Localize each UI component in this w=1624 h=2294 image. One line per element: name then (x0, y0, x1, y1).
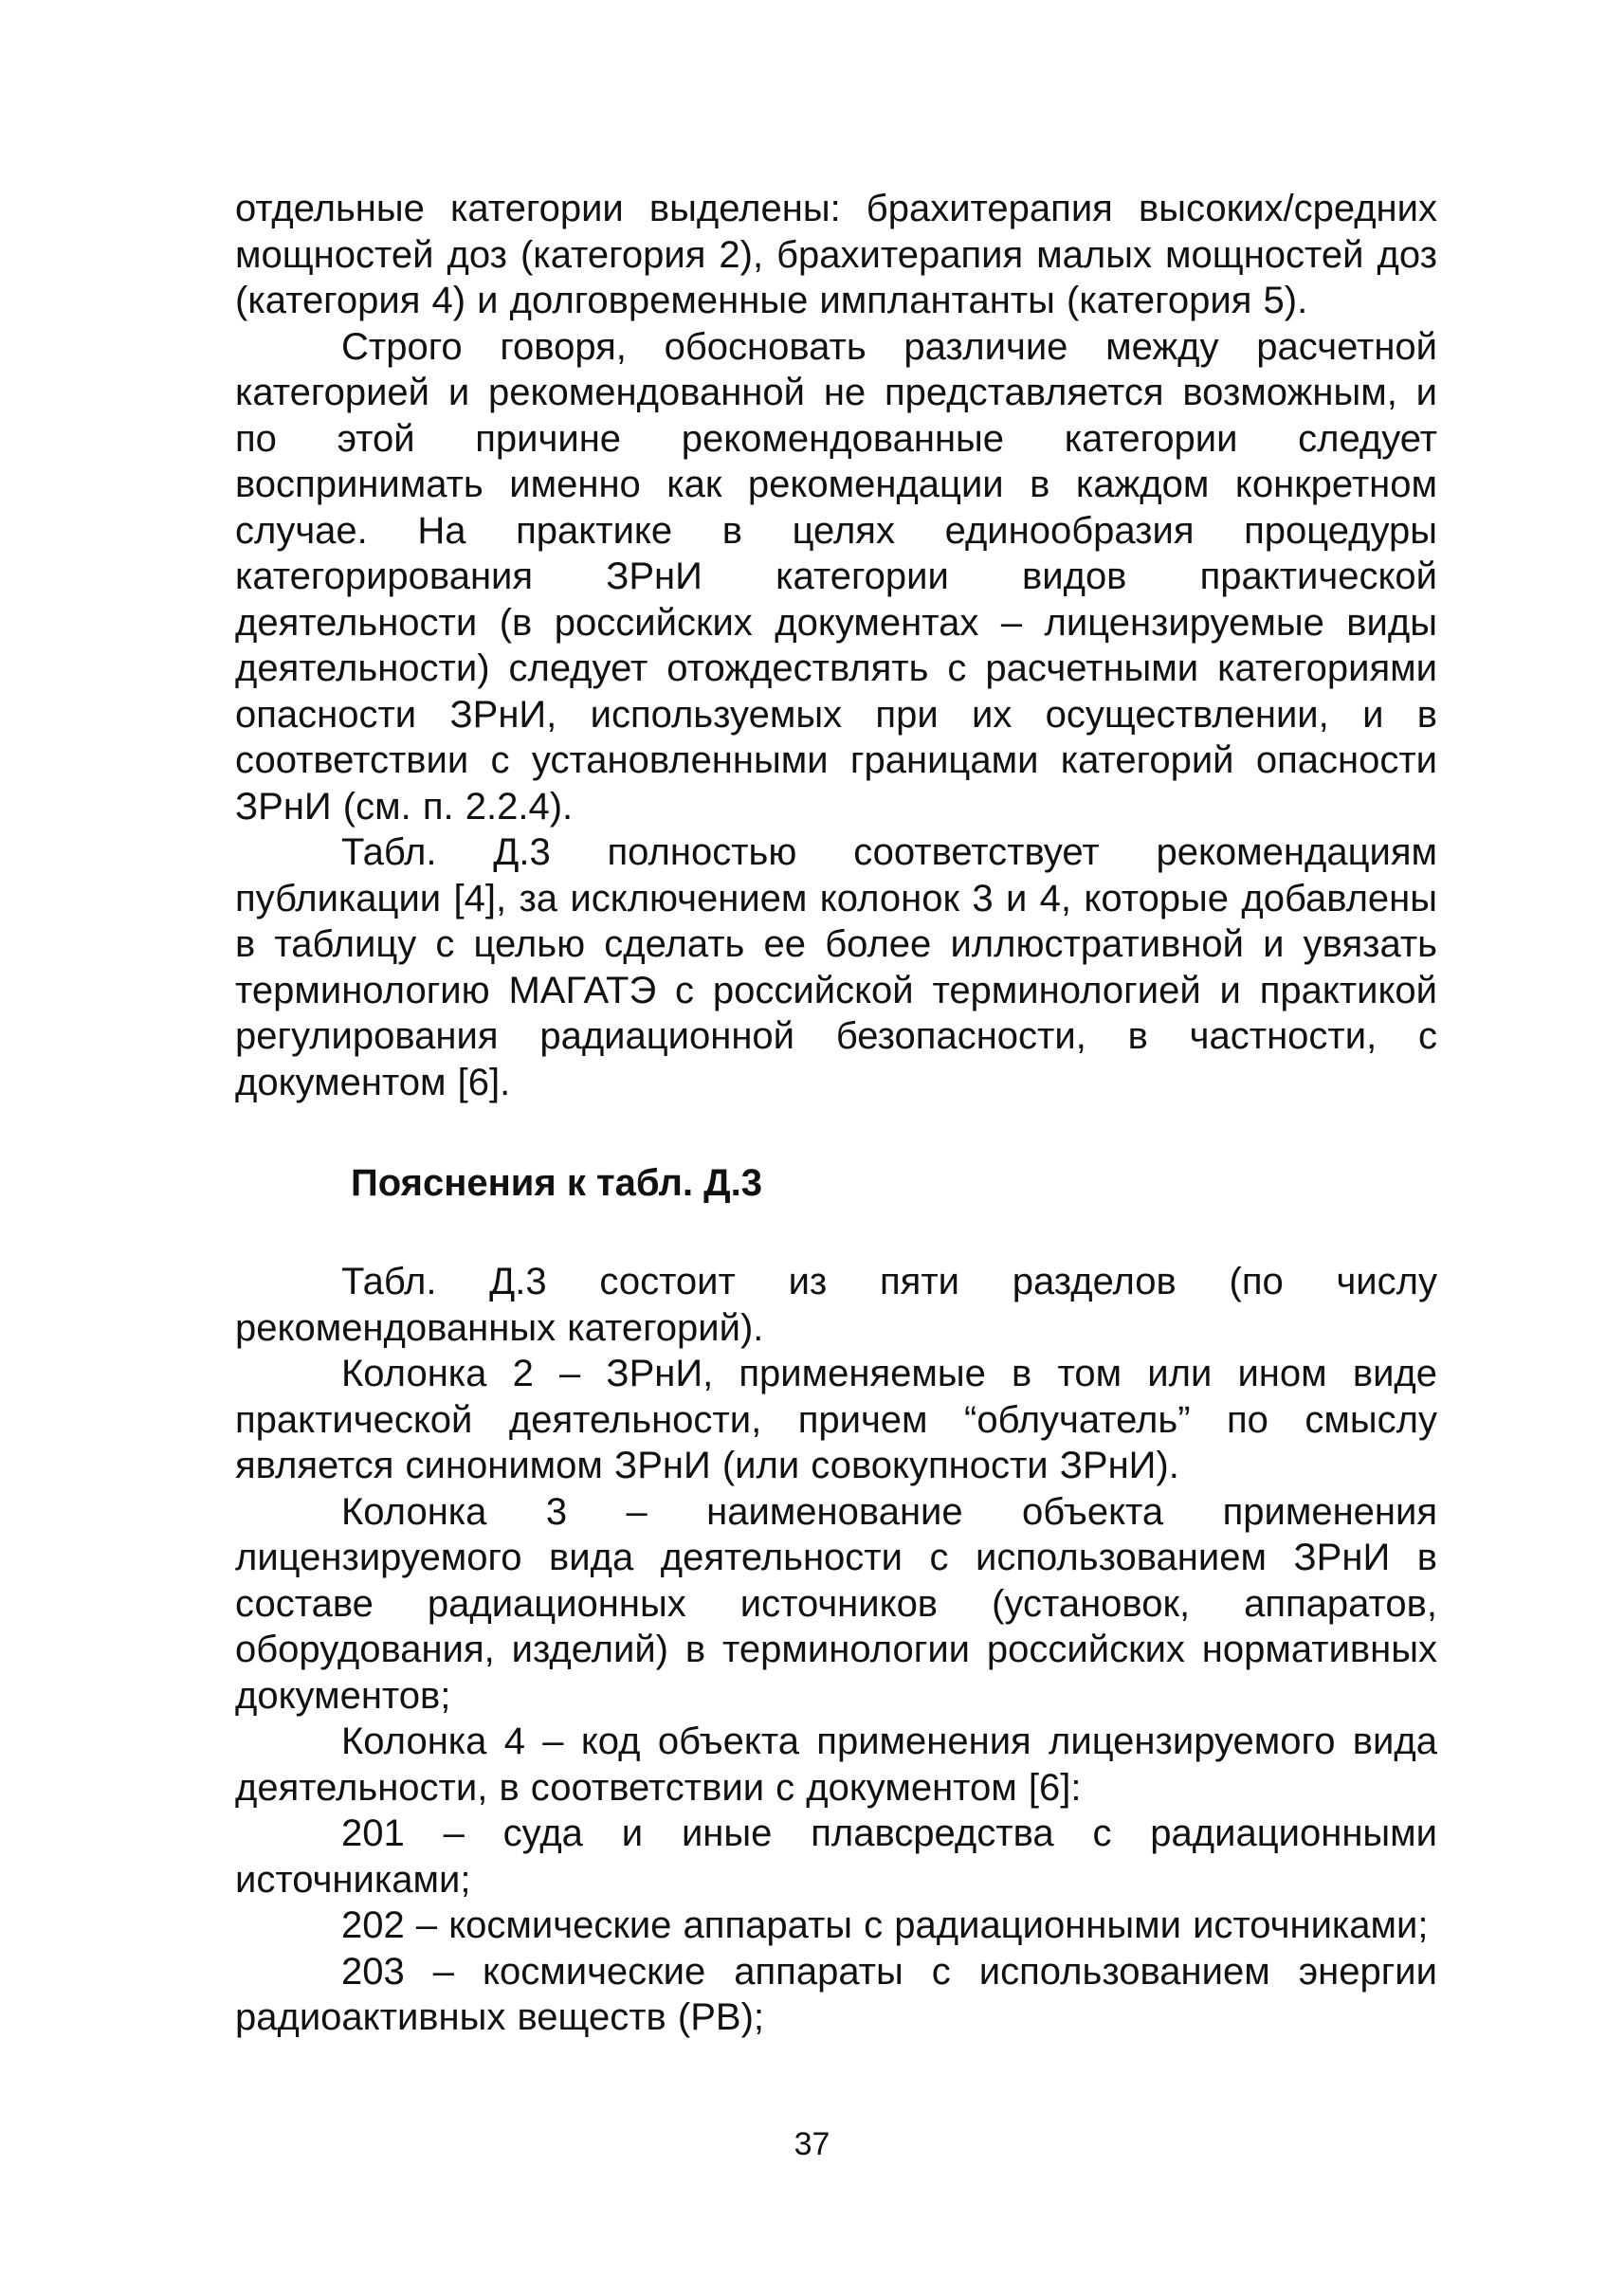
page-number: 37 (794, 2126, 830, 2162)
paragraph-5: Колонка 2 – ЗРнИ, применяемые в том или ином виде практической деятельности, причем “облучатель” по смыслу является синонимом ЗРнИ (или совокупности ЗРнИ). (235, 1353, 1437, 1486)
paragraph-3: Табл. Д.3 полностью соответствует рекомендациям публикации [4], за исключением колонок 3 и 4, которые добавлены в таблицу с целью сделать ее более иллюстративной и увязать терминологию МАГАТЭ с российской терминологией и практикой регулирования радиационной безопасности, в частности, с документом [6]. (235, 831, 1437, 1103)
paragraph-1: отдельные категории выделены: брахитерапия высоких/средних мощностей доз (категория 2), брахитерапия малых мощностей доз (категория 4) и долговременные имплантанты (категория 5). (235, 188, 1437, 321)
list-item-202: 202 – космические аппараты с радиационными источниками; (341, 1904, 1429, 1946)
document-page (235, 186, 1437, 2041)
paragraph-4: Табл. Д.3 состоит из пяти разделов (по числу рекомендованных категорий). (235, 1261, 1437, 1349)
list-item-201: 201 – суда и иные плавсредства с радиационными источниками; (235, 1812, 1437, 1901)
paragraph-2: Строго говоря, обосновать различие между расчетной категорией и рекомендованной не представляется возможным, и по этой причине рекомендованные категории следует воспринимать именно как рекомендации в каждом конкретном случае. На практике в целях единообразия процедуры категорирования ЗРнИ категории видов практической деятельности (в российских документах – лицензируемые виды деятельности) следует отождествлять с расчетными категориями опасности ЗРнИ, используемых при их осуществлении, и в соответствии с установленными границами категорий опасности ЗРнИ (см. п. 2.2.4). (235, 325, 1437, 828)
paragraph-7: Колонка 4 – код объекта применения лицензируемого вида деятельности, в соответствии с документом [6]: (235, 1720, 1437, 1809)
paragraph-6: Колонка 3 – наименование объекта применения лицензируемого вида деятельности с использованием ЗРнИ в составе радиационных источников (установок, аппаратов, оборудования, изделий) в терминологии российских нормативных документов; (235, 1490, 1437, 1717)
list-item-203: 203 – космические аппараты с использованием энергии радиоактивных веществ (РВ); (235, 1950, 1437, 2038)
section-heading: Пояснения к табл. Д.3 (351, 1162, 763, 1204)
